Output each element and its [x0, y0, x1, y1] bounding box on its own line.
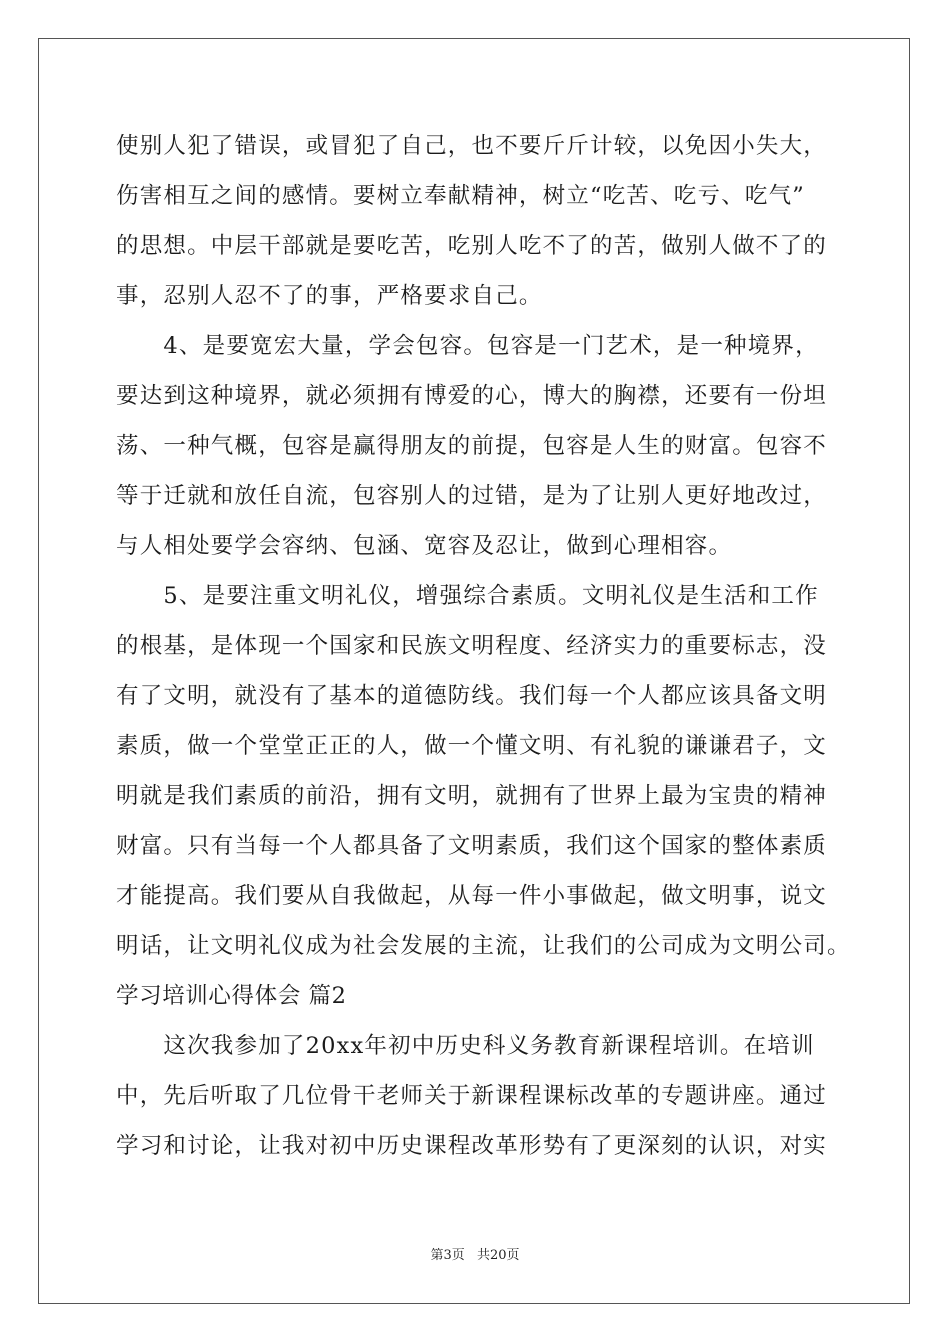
- paragraph-line: 使别人犯了错误，或冒犯了自己，也不要斤斤计较，以免因小失大，: [116, 133, 828, 159]
- page-number: 第3页: [430, 1248, 465, 1263]
- paragraph-line: 要达到这种境界，就必须拥有博爱的心，博大的胸襟，还要有一份坦: [116, 383, 828, 409]
- section-heading: 学习培训心得体会 篇2: [116, 983, 347, 1009]
- paragraph-line: 中，先后听取了几位骨干老师关于新课程课标改革的专题讲座。通过: [116, 1083, 828, 1109]
- paragraph-line: 荡、一种气概，包容是赢得朋友的前提，包容是人生的财富。包容不: [116, 433, 828, 459]
- paragraph-line: 财富。只有当每一个人都具备了文明素质，我们这个国家的整体素质: [116, 833, 828, 859]
- paragraph-line: 有了文明，就没有了基本的道德防线。我们每一个人都应该具备文明: [116, 683, 828, 709]
- page-total: 共20页: [476, 1248, 520, 1263]
- paragraph-line: 5、是要注重文明礼仪，增强综合素质。文明礼仪是生活和工作: [116, 583, 819, 609]
- page-footer: [0, 1247, 950, 1265]
- paragraph-line: 4、是要宽宏大量，学会包容。包容是一门艺术，是一种境界，: [116, 333, 819, 359]
- paragraph-line: 等于迁就和放任自流，包容别人的过错，是为了让别人更好地改过，: [116, 483, 828, 509]
- paragraph-line: 素质，做一个堂堂正正的人，做一个懂文明、有礼貌的谦谦君子，文: [116, 733, 828, 759]
- paragraph-line: 才能提高。我们要从自我做起，从每一件小事做起，做文明事，说文: [116, 883, 828, 909]
- paragraph-line: 事，忍别人忍不了的事，严格要求自己。: [116, 283, 543, 309]
- paragraph-line: 的根基，是体现一个国家和民族文明程度、经济实力的重要标志，没: [116, 633, 828, 659]
- document-body: [116, 121, 851, 1171]
- paragraph-line: 明话，让文明礼仪成为社会发展的主流，让我们的公司成为文明公司。: [116, 933, 851, 959]
- paragraph-line: 的思想。中层干部就是要吃苦，吃别人吃不了的苦，做别人做不了的: [116, 233, 828, 259]
- paragraph-line: 伤害相互之间的感情。要树立奉献精神，树立“吃苦、吃亏、吃气”: [116, 183, 806, 209]
- paragraph-line: 与人相处要学会容纳、包涵、宽容及忍让，做到心理相容。: [116, 533, 733, 559]
- paragraph-line: 学习和讨论，让我对初中历史课程改革形势有了更深刻的认识，对实: [116, 1133, 828, 1159]
- paragraph-line: 明就是我们素质的前沿，拥有文明，就拥有了世界上最为宝贵的精神: [116, 783, 828, 809]
- paragraph-line: 这次我参加了20xx年初中历史科义务教育新课程培训。在培训: [116, 1033, 815, 1059]
